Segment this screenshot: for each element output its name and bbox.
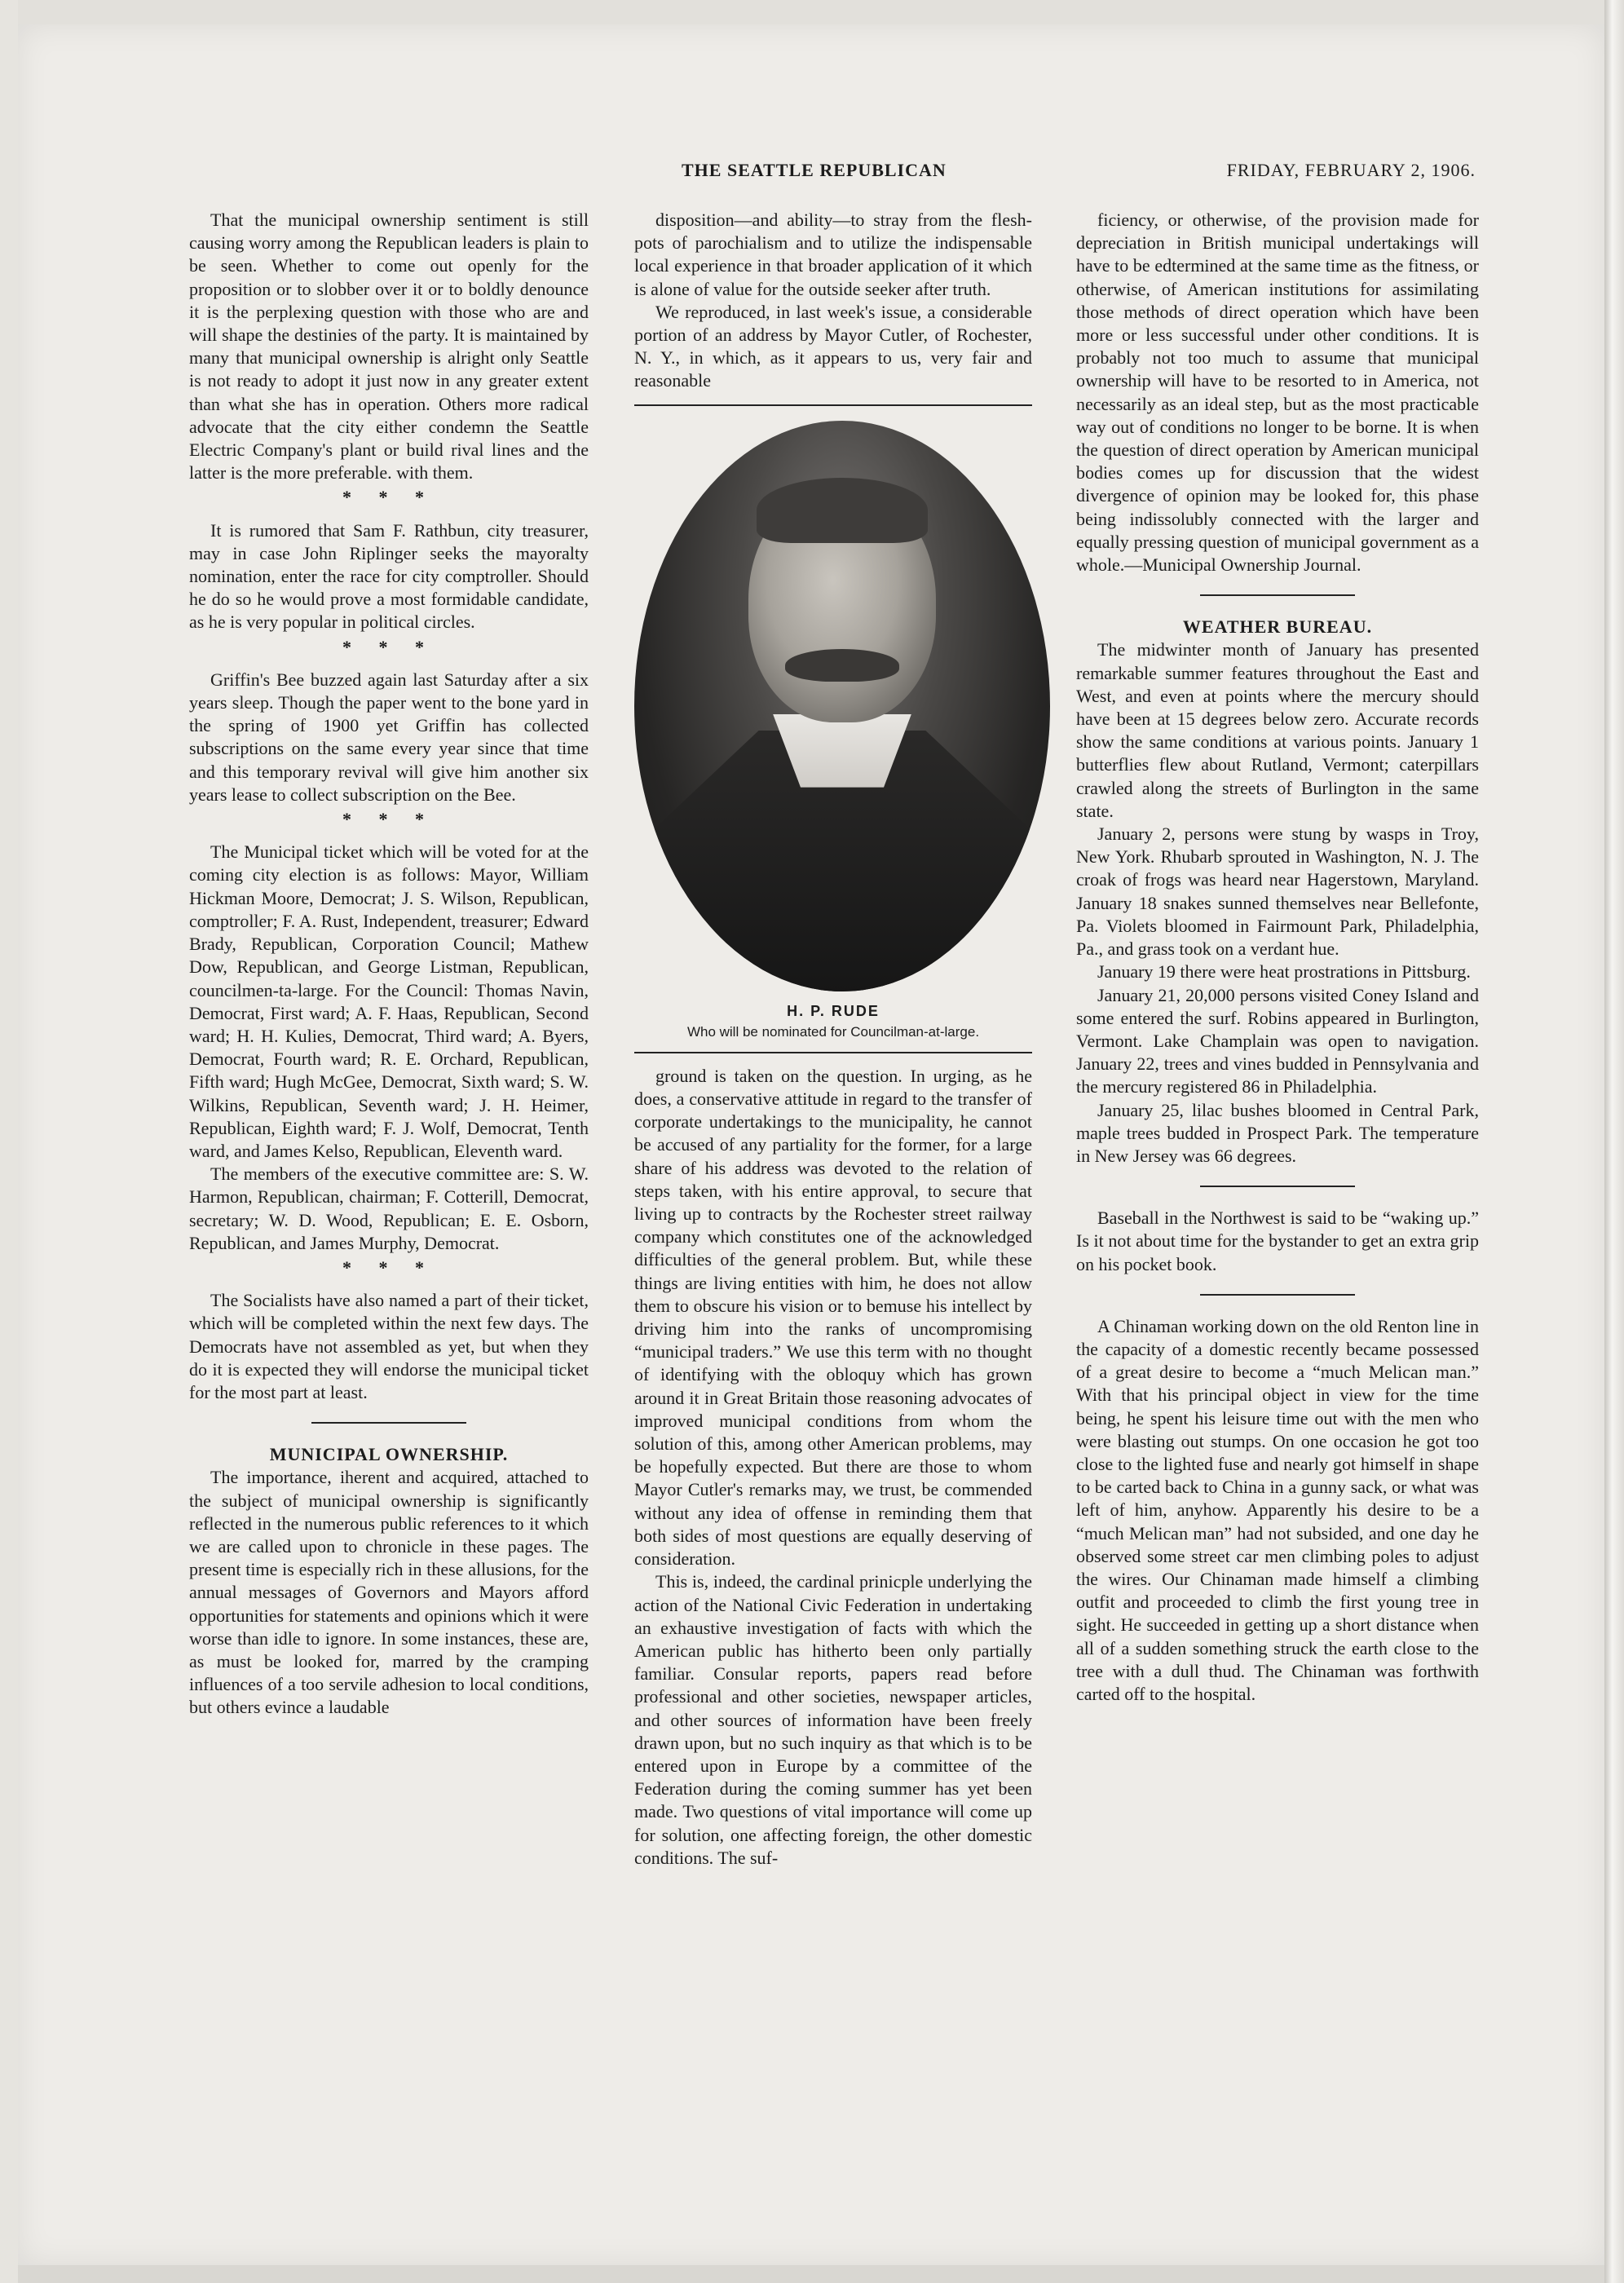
article-paragraph: January 21, 20,000 persons visited Coney Island and some entered the surf. Robins appeared in Burlington, Vermont. Lake Champlain was open to navigation. January 22, trees and vines budded in Pennsylvania and the mercury registered 86 in Philadelphia. [1076,984,1479,1097]
article-paragraph: January 25, lilac bushes bloomed in Central Park, maple trees budded in Prospect Park. The temperature in New Jersey was 66 degrees. [1076,1099,1479,1166]
article-paragraph: The Municipal ticket which will be voted for at the coming city election is as follows: Mayor, William Hickman Moore, Democrat; J. S. Wilson, Republican, comptroller; F. A. Rust, Independent, treasurer; Edward Brady, Republican, Corporation Council; Mathew Dow, Republican, and George Listman, Republican, councilmen-ta-large. For the Council: Thomas Navin, Democrat, First ward; A. F. Haas, Republican, Second ward; H. H. Kulies, Democrat, Third ward; A. Byers, Democrat, Fourth ward; R. E. Orchard, Republican, Fifth ward; Hugh McGee, Democrat, Sixth ward; S. W. Wilkins, Republican, Seventh ward; J. H. Heimer, Republican, Eighth ward; F. J. Wolf, Democrat, Tenth ward, and James Kelso, Republican, Eleventh ward. [189,841,589,1161]
section-heading: MUNICIPAL OWNERSHIP. [269,1444,509,1465]
article-paragraph: January 2, persons were stung by wasps in Troy, New York. Rhubarb sprouted in Washington, N. J. The croak of frogs was heard near Hagerstown, Maryland. January 18 snakes sunned themselves near Bellefonte, Pa. Violets bloomed in Fairmount Park, Philadelphia, Pa., and grass took on a verdant hue. [1076,824,1479,960]
section-separator: * * * [342,1256,435,1278]
article-paragraph: This is, indeed, the cardinal prinicple underlying the action of the National Civic Federation in undertaking an exhaustive investigation of facts with which the American public has hitherto been only partially familiar. Consular reports, papers read before professional and other societies, newspaper articles, and other sources of information have been freely drawn upon, but no such inquiry as that which is to be entered upon in Europe by a committee of the Federation during the coming summer has yet been made. Two questions of vital importance will come up for solution, one affecting foreign, the other domestic conditions. The suf- [634,1571,1032,1868]
section-separator: * * * [342,636,435,657]
article-paragraph: A Chinaman working down on the old Renton line in the capacity of a domestic recently became possessed of a great desire to become a “much Melican man.” With that his principal object in view for the time being, he spent his leisure time out with the men who were blasting out stumps. On one occasion he got too close to the lighted fuse and nearly got himself in shape to be carted back to China in a gunny sack, or what was left of him, anyhow. Apparently his desire to be a “much Melican man” had not subsided, and one day he observed some street car men climbing poles to adjust the wires. Our Chinaman made himself a climbing outfit and proceeded to climb the first young tree in sight. He succeeded in getting up a short distance when all of a sudden something struck the earth close to the tree with a dull thud. The Chinaman was forthwith carted off to the hospital. [1076,1315,1479,1704]
issue-date: FRIDAY, FEBRUARY 2, 1906. [1226,160,1476,180]
scan-border-left [0,0,18,2283]
column-middle [634,209,1032,1870]
article-paragraph: January 19 there were heat prostrations in Pittsburg. [1097,961,1471,983]
section-heading: WEATHER BUREAU. [1182,616,1373,638]
portrait-mustache [785,649,899,682]
newspaper-title: THE SEATTLE REPUBLICAN [682,160,947,180]
article-paragraph: disposition—and ability—to stray from the flesh-pots of parochialism and to utilize the indispensable local experience in that broader application of it which is alone of value for the outside seeker after truth. [634,210,1032,299]
photo-caption-name: H. P. RUDE [787,1002,880,1019]
photo-caption-description: Who will be nominated for Councilman-at-large. [686,1023,980,1040]
article-paragraph: The Socialists have also named a part of their ticket, which will be completed within the next few days. The Democrats have not assembled as yet, but when they do it is expected they will endorse the municipal ticket for the most part at least. [189,1290,589,1402]
article-paragraph: ground is taken on the question. In urging, as he does, a conservative attitude in regard to the transfer of corporate undertakings to the municipality, he cannot be accused of any partiality for the former, for a large share of his address was devoted to the relation of steps taken, with his entire approval, to secure that living up to contracts by the Rochester street railway company which constitutes one of the acknowledged difficulties of the general problem. But, while these things are living entities with him, he does not allow them to obscure his vision or to bemuse his intellect by driving him into the ranks of uncompromising “municipal traders.” We use this term with no thought of identifying with the obloquy which has grown around it in Great Britain those reasoning advocates of improved municipal conditions from whom the solution of this, among other American problems, may be hopefully expected. But there are those to whom Mayor Cutler's remarks may, we trust, be commended without any idea of offense in reminding them that both sides of most questions are equally deserving of consideration. [634,1065,1032,1570]
section-rule [634,1052,1032,1053]
section-rule [1200,1294,1355,1296]
portrait-photo [634,421,1050,991]
article-paragraph: The importance, iherent and acquired, attached to the subject of municipal ownership is significantly reflected in the numerous public references to it which we are called upon to chronicle in these pages. The present time is especially rich in these allusions, for the annual messages of Governors and Mayors afford opportunities for statements and opinions which it were worse than idle to ignore. In some instances, these are, as must be looked for, marred by the cramping influences of a too servile adhesion to local conditions, but others evince a laudable [189,1467,589,1718]
column-left [189,209,589,1720]
masthead [620,160,1476,186]
portrait-hair [757,478,928,543]
section-separator: * * * [342,487,435,508]
article-paragraph: ficiency, or otherwise, of the provision made for depreciation in British municipal undertakings will have to be edtermined at the same time as the fitness, or otherwise, of American institutions for assimilating those methods of direct operation which have been more or less successful under other conditions. It is probably not too much to assume that municipal ownership will have to be resorted to in America, not necessarily as an ideal step, but as the most practicable way out of conditions no longer to be borne. It is when the question of direct operation by American municipal bodies comes up for discussion that the widest divergence of opinion may be looked for, this phase being indissolubly connected with the larger and equally pressing question of municipal government as a whole.—Municipal Ownership Journal. [1076,210,1479,576]
article-paragraph: Griffin's Bee buzzed again last Saturday after a six years sleep. Though the paper went to the bone yard in the spring of 1900 yet Griffin has collected subscriptions on the same every year since that time and this temporary revival will give him another six years lease to collect subscription on the Bee. [189,669,589,805]
section-rule [1200,1186,1355,1187]
article-paragraph: That the municipal ownership sentiment is still causing worry among the Republican leaders is plain to be seen. Whether to come out openly for the proposition or to slobber over it or to boldly denounce it is the perplexing question with those who are and will shape the destinies of the party. It is maintained by many that municipal ownership is alright only Seattle is not ready to adopt it just now in any greater extent than what she has in operation. Others more radical advocate that the city either condemn the Seattle Electric Company's plant or build rival lines and the latter is the more preferable. with them. [189,210,589,484]
section-separator: * * * [342,809,435,830]
section-rule [311,1422,466,1424]
article-paragraph: We reproduced, in last week's issue, a considerable portion of an address by Mayor Cutler, of Rochester, N. Y., in which, as it appears to us, very fair and reasonable [634,301,1032,391]
article-paragraph: It is rumored that Sam F. Rathbun, city treasurer, may in case John Riplinger seeks the mayoralty nomination, enter the race for city comptroller. Should he do so he would prove a most formidable candidate, as he is very popular in political circles. [189,519,589,633]
scan-border-top [0,0,1624,24]
section-rule [634,404,1032,406]
article-paragraph: The members of the executive committee are: S. W. Harmon, Republican, chairman; F. Cotterill, Democrat, secretary; W. D. Wood, Republican; E. E. Osborn, Republican, and James Murphy, Democrat. [189,1164,589,1253]
column-right [1076,209,1479,1706]
article-paragraph: Baseball in the Northwest is said to be “waking up.” Is it not about time for the bystander to get an extra grip on his pocket book. [1076,1208,1479,1274]
section-rule [1200,594,1355,596]
article-paragraph: The midwinter month of January has presented remarkable summer features throughout the East and West, and even at points where the mercury should have been at 15 degrees below zero. Accurate records show the same conditions at various points. January 1 butterflies flew about Rutland, Vermont; caterpillars crawled along the streets of Burlington in the same state. [1076,639,1479,821]
scan-border-right [1604,0,1624,2283]
